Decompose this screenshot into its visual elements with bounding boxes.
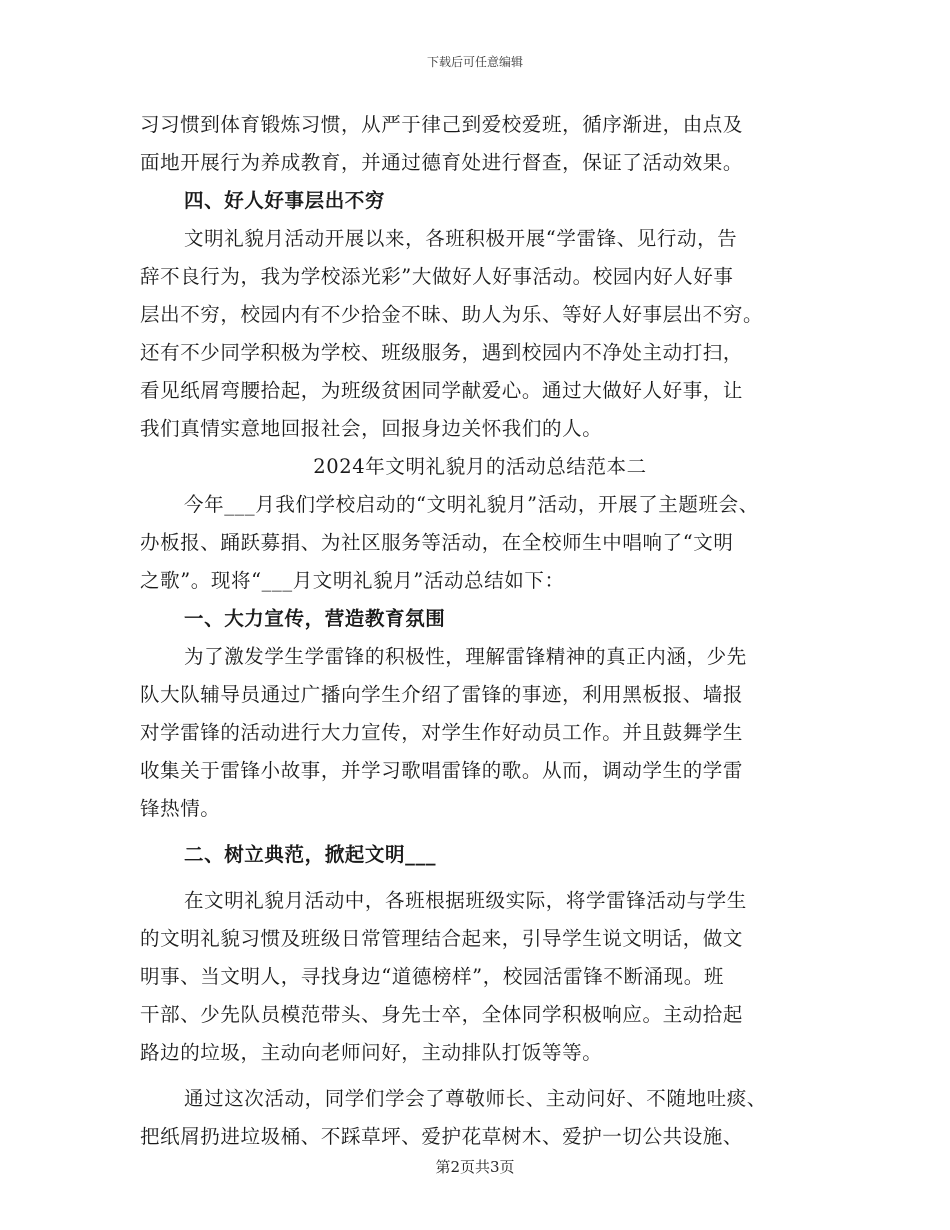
page-number: 第2页共3页 (435, 1158, 515, 1176)
paragraph-line: 看见纸屑弯腰拾起，为班级贫困同学献爱心。通过大做好人好事，让 (140, 379, 744, 402)
paragraph-line: 锋热情。 (140, 797, 221, 820)
paragraph-line: 干部、少先队员模范带头、身先士卒，全体同学积极响应。主动拾起 (140, 1003, 744, 1026)
document-body (140, 106, 820, 1156)
paragraph-line: 明事、当文明人，寻找身边“道德榜样”，校园活雷锋不断涌现。班 (140, 965, 724, 988)
section-heading-2: 二、树立典范，掀起文明___ (184, 843, 437, 866)
paragraph-line: 把纸屑扔进垃圾桶、不踩草坪、爱护花草树木、爱护一切公共设施、 (140, 1125, 744, 1148)
paragraph-line: 层出不穷，校园内有不少拾金不昧、助人为乐、等好人好事层出不穷。 (140, 303, 764, 326)
paragraph-line: 对学雷锋的活动进行大力宣传，对学生作好动员工作。并且鼓舞学生 (140, 721, 744, 744)
document-title: 2024年文明礼貌月的活动总结范本二 (313, 455, 647, 478)
section-heading-1: 一、大力宣传，营造教育氛围 (184, 607, 446, 630)
paragraph-line: 文明礼貌月活动开展以来，各班积极开展“学雷锋、见行动，告 (184, 227, 738, 250)
paragraph-line: 今年___月我们学校启动的“文明礼貌月”活动，开展了主题班会、 (184, 493, 759, 516)
paragraph-gap (140, 828, 820, 836)
paragraph-line: 之歌”。现将“___月文明礼貌月”活动总结如下： (140, 569, 565, 592)
page-header-note: 下载后可任意编辑 (426, 55, 523, 69)
paragraph-line: 的文明礼貌习惯及班级日常管理结合起来，引导学生说文明话，做文 (140, 927, 744, 950)
paragraph-line: 我们真情实意地回报社会，回报身边关怀我们的人。 (140, 417, 603, 440)
paragraph-line: 通过这次活动，同学们学会了尊敬师长、主动问好、不随地吐痰、 (184, 1087, 767, 1110)
paragraph-line: 收集关于雷锋小故事，并学习歌唱雷锋的歌。从而，调动学生的学雷 (140, 759, 744, 782)
paragraph-line: 还有不少同学积极为学校、班级服务，遇到校园内不净处主动打扫， (140, 341, 744, 364)
paragraph-gap (140, 874, 820, 882)
paragraph-line: 路边的垃圾，主动向老师问好，主动排队打饭等等。 (140, 1041, 603, 1064)
paragraph-line: 面地开展行为养成教育，并通过德育处进行督查，保证了活动效果。 (140, 151, 744, 174)
paragraph-line: 习习惯到体育锻炼习惯，从严于律己到爱校爱班，循序渐进，由点及 (140, 113, 744, 136)
paragraph-line: 为了激发学生学雷锋的积极性，理解雷锋精神的真正内涵，少先 (184, 645, 747, 668)
paragraph-line: 队大队辅导员通过广播向学生介绍了雷锋的事迹，利用黑板报、墙报 (140, 683, 744, 706)
paragraph-line: 辞不良行为，我为学校添光彩”大做好人好事活动。校园内好人好事 (140, 265, 734, 288)
paragraph-line: 办板报、踊跃募捐、为社区服务等活动，在全校师生中唱响了“文明 (140, 531, 734, 554)
paragraph-gap (140, 1072, 820, 1080)
paragraph-line: 在文明礼貌月活动中，各班根据班级实际，将学雷锋活动与学生 (184, 889, 747, 912)
section-heading-4: 四、好人好事层出不穷 (184, 189, 386, 212)
